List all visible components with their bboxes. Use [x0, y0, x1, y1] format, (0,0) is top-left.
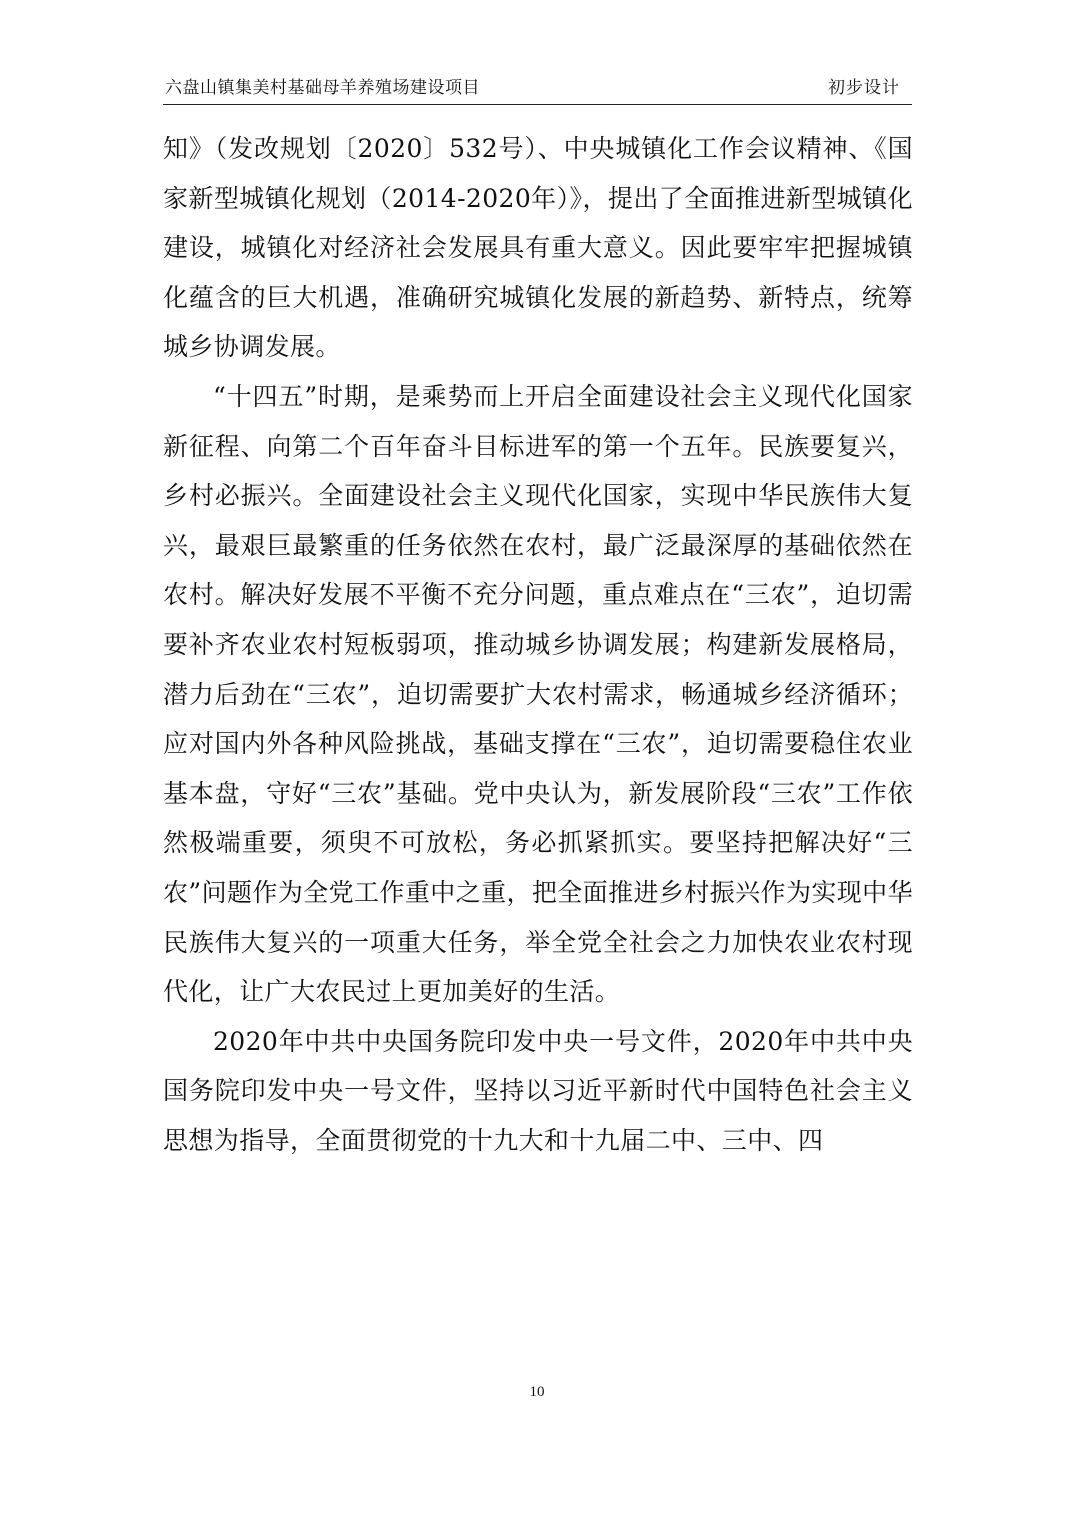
paragraph-fourteenth-five-year-plan: “十四五”时期，是乘势而上开启全面建设社会主义现代化国家新征程、向第二个百年奋斗目标进军的第一个五年。民族要复兴，乡村必振兴。全面建设社会主义现代化国家，实现中华民族伟大复兴，最艰巨最繁重的任务依然在农村，最广泛最深厚的基础依然在农村。解决好发展不平衡不充分问题，重点难点在“三农”，迫切需要补齐农业农村短板弱项，推动城乡协调发展；构建新发展格局，潜力后劲在“三农”，迫切需要扩大农村需求，畅通城乡经济循环；应对国内外各种风险挑战，基础支撑在“三农”，迫切需要稳住农业基本盘，守好“三农”基础。党中央认为，新发展阶段“三农”工作依然极端重要，须臾不可放松，务必抓紧抓实。要坚持把解决好“三农”问题作为全党工作重中之重，把全面推进乡村振兴作为实现中华民族伟大复兴的一项重大任务，举全党全社会之力加快农业农村现代化，让广大农民过上更加美好的生活。	[163, 381, 913, 1007]
paragraph-continued: 知》（发改规划〔2020〕532号）、中央城镇化工作会议精神、《国家新型城镇化规划（2014-2020年）》，提出了全面推进新型城镇化建设，城镇化对经济社会发展具有重大意义。因此要牢牢把握城镇化蕴含的巨大机遇，准确研究城镇化发展的新趋势、新特点，统筹城乡协调发展。	[163, 134, 913, 362]
paragraph-central-document-no-1: 2020年中共中央国务院印发中央一号文件，2020年中共中央国务院印发中央一号文件，坚持以习近平新时代中国特色社会主义思想为指导，全面贯彻党的十九大和十九届二中、三中、四	[163, 1026, 913, 1155]
document-title: 六盘山镇集美村基础母羊养殖场建设项目	[165, 78, 480, 98]
page-header	[163, 76, 912, 105]
page-number: 10	[529, 1384, 545, 1400]
body-text	[163, 124, 913, 1165]
document-stage: 初步设计	[828, 78, 900, 98]
